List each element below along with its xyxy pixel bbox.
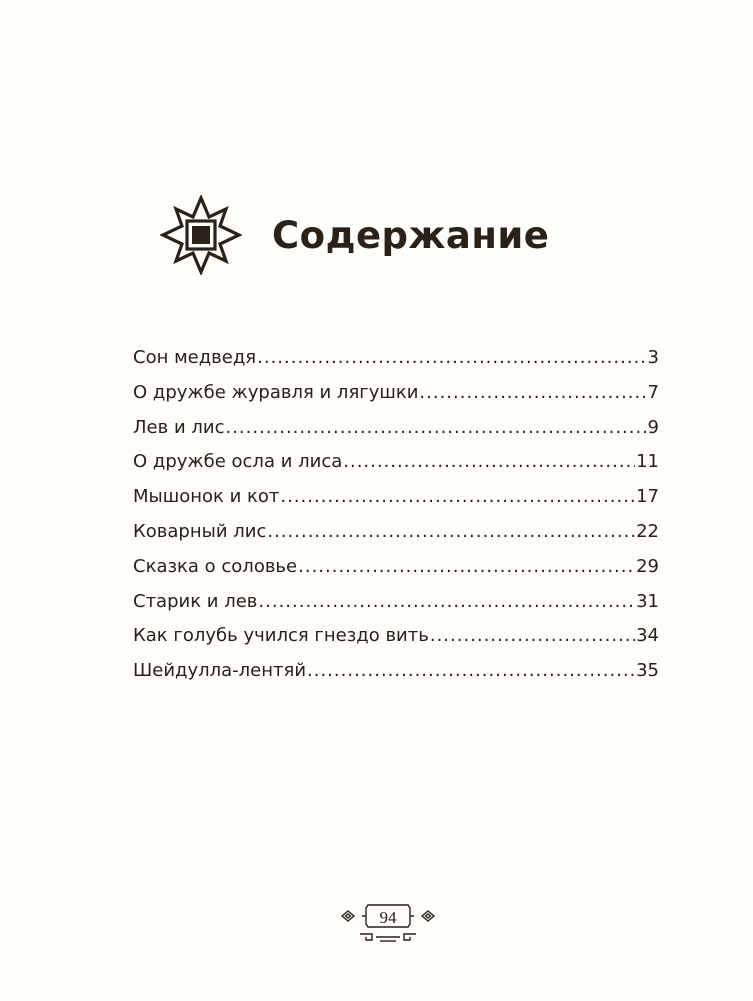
- toc-entry-page: 34: [636, 625, 659, 647]
- dot-leader: [307, 660, 635, 681]
- toc-entry-page: 22: [636, 520, 659, 542]
- toc-entry[interactable]: [133, 556, 659, 591]
- page-title: Содержание: [272, 213, 550, 257]
- toc-entry-page: 3: [647, 347, 659, 368]
- dot-leader: [258, 591, 635, 612]
- page-number: 94: [379, 908, 397, 927]
- toc-entry[interactable]: [133, 347, 659, 382]
- toc-entry[interactable]: [133, 660, 659, 695]
- toc-entry[interactable]: [133, 486, 659, 521]
- toc-entry-page: 29: [636, 555, 659, 577]
- toc-entry[interactable]: [133, 591, 659, 626]
- toc-entry-page: 9: [647, 416, 659, 438]
- toc-heading: [160, 195, 549, 275]
- dot-leader: [419, 382, 646, 403]
- toc-entry-title: Шейдулла-лентяй: [133, 660, 307, 682]
- toc-entry[interactable]: [133, 451, 659, 486]
- eight-point-star-icon: [160, 195, 242, 275]
- toc-entry-title: О дружбе осла и лиса: [133, 451, 343, 473]
- dot-leader: [225, 417, 646, 438]
- toc-entry[interactable]: [133, 521, 659, 556]
- toc-entry-title: Как голубь учился гнездо вить: [133, 625, 429, 647]
- toc-entry[interactable]: [133, 417, 659, 452]
- toc-entry-page: 31: [636, 590, 659, 612]
- toc-entry[interactable]: [133, 625, 659, 660]
- toc-entry-page: 17: [636, 486, 659, 508]
- toc-entry[interactable]: [133, 382, 659, 417]
- dot-leader: [430, 625, 635, 646]
- toc-entry-title: Коварный лис: [133, 520, 267, 542]
- toc-entry-page: 7: [647, 381, 659, 403]
- table-of-contents: [133, 347, 659, 695]
- toc-entry-page: 11: [636, 451, 659, 473]
- toc-entry-title: О дружбе журавля и лягушки: [133, 381, 419, 403]
- dot-leader: [280, 486, 635, 507]
- dot-leader: [267, 521, 635, 542]
- toc-entry-title: Лев и лис: [133, 416, 225, 438]
- toc-entry-title: Мышонок и кот: [133, 486, 280, 508]
- dot-leader: [298, 556, 635, 577]
- toc-entry-title: Сказка о соловье: [133, 555, 298, 577]
- toc-entry-title: Старик и лев: [133, 590, 258, 612]
- dot-leader: [343, 451, 635, 472]
- page-number-footer: [338, 900, 438, 946]
- toc-entry-title: Сон медведя: [133, 347, 257, 368]
- dot-leader: [257, 347, 646, 368]
- toc-entry-page: 35: [636, 660, 659, 682]
